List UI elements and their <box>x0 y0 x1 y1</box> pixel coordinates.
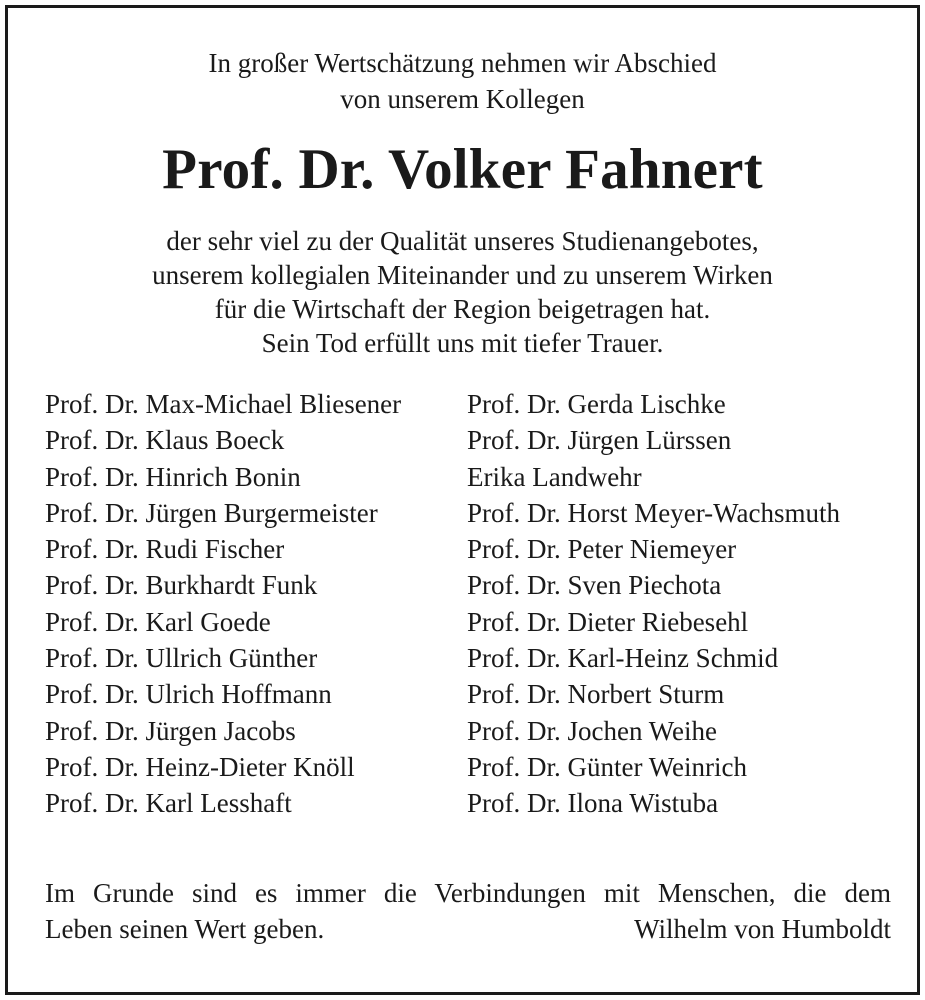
signatory-name: Prof. Dr. Karl Goede <box>45 606 271 637</box>
tribute-text <box>8 224 917 360</box>
signatory-name: Prof. Dr. Ulrich Hoffmann <box>45 679 332 710</box>
intro-line: In großer Wertschätzung nehmen wir Abschied <box>208 48 717 78</box>
closing-quote <box>45 875 891 947</box>
tribute-line: unserem kollegialen Miteinander und zu unserem Wirken <box>152 260 773 290</box>
signatory-name: Prof. Dr. Hinrich Bonin <box>45 461 301 492</box>
signatory-name: Prof. Dr. Norbert Sturm <box>467 679 725 710</box>
signatory-name: Prof. Dr. Jochen Weihe <box>467 715 718 746</box>
signatories-left-column <box>45 386 401 822</box>
signatory-name: Erika Landwehr <box>467 461 642 492</box>
quote-author: Wilhelm von Humboldt <box>634 914 891 944</box>
signatories-right-column <box>467 386 840 822</box>
tribute-line: Sein Tod erfüllt uns mit tiefer Trauer. <box>261 328 664 358</box>
signatory-name: Prof. Dr. Günter Weinrich <box>467 751 748 782</box>
quote-line: Leben seinen Wert geben. <box>45 914 325 944</box>
signatory-name: Prof. Dr. Horst Meyer-Wachsmuth <box>467 497 840 528</box>
signatory-name: Prof. Dr. Sven Piechota <box>467 570 722 601</box>
signatory-name: Prof. Dr. Burkhardt Funk <box>45 570 318 601</box>
signatory-name: Prof. Dr. Jürgen Lürssen <box>467 425 732 456</box>
signatory-name: Prof. Dr. Peter Niemeyer <box>467 534 737 565</box>
signatory-name: Prof. Dr. Gerda Lischke <box>467 389 726 419</box>
signatory-name: Prof. Dr. Klaus Boeck <box>45 425 285 456</box>
quote-line: Im Grunde sind es immer die Verbindungen mit Menschen, die dem <box>45 878 891 908</box>
deceased-name: Prof. Dr. Volker Fahnert <box>162 138 763 201</box>
signatory-name: Prof. Dr. Heinz-Dieter Knöll <box>45 751 355 782</box>
signatory-name: Prof. Dr. Karl-Heinz Schmid <box>467 643 779 674</box>
signatory-name: Prof. Dr. Jürgen Burgermeister <box>45 497 378 528</box>
signatory-name: Prof. Dr. Max-Michael Bliesener <box>45 389 402 419</box>
obituary-notice <box>5 5 920 995</box>
intro-text <box>8 45 917 117</box>
tribute-line: der sehr viel zu der Qualität unseres Studienangebotes, <box>166 226 759 256</box>
intro-line: von unserem Kollegen <box>340 84 585 114</box>
signatory-name: Prof. Dr. Ilona Wistuba <box>467 788 719 819</box>
signatory-name: Prof. Dr. Rudi Fischer <box>45 534 285 565</box>
tribute-line: für die Wirtschaft der Region beigetragen hat. <box>214 294 711 324</box>
signatory-name: Prof. Dr. Dieter Riebesehl <box>467 606 749 637</box>
signatory-name: Prof. Dr. Karl Lesshaft <box>45 788 292 819</box>
quote-line-with-author <box>45 911 891 947</box>
signatory-name: Prof. Dr. Jürgen Jacobs <box>45 715 296 746</box>
signatory-name: Prof. Dr. Ullrich Günther <box>45 643 318 674</box>
